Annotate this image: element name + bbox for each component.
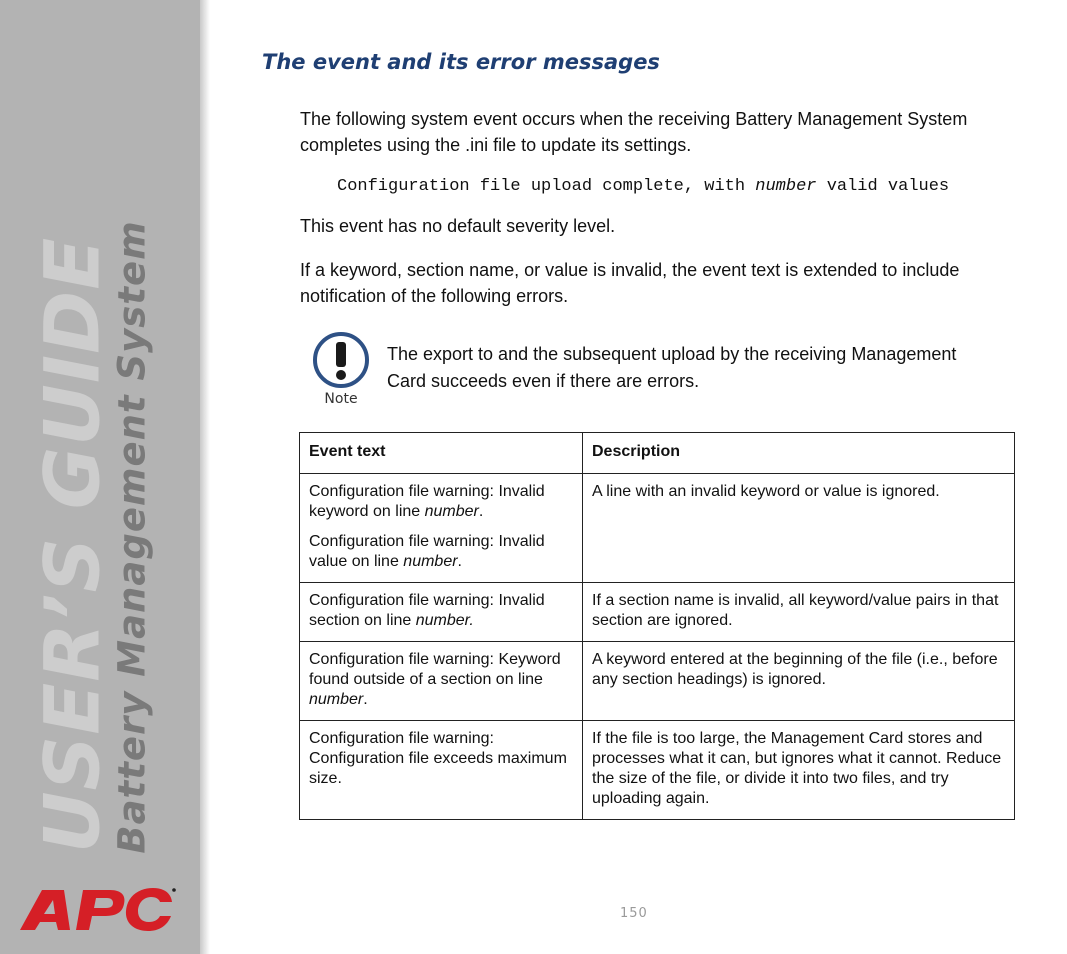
- event-text-variable: number: [424, 503, 479, 520]
- event-text-variable: number: [309, 691, 364, 708]
- table-row: [300, 642, 1015, 721]
- code-before: Configuration file upload complete, with: [337, 177, 756, 196]
- event-text-main: Configuration file warning: Keyword found outside of a section on line: [309, 651, 561, 688]
- note-label: Note: [324, 391, 358, 406]
- note-icon: [310, 330, 372, 406]
- event-text: [309, 729, 573, 789]
- event-code: [337, 177, 949, 196]
- event-text: [309, 532, 573, 572]
- invalid-intro-paragraph: If a keyword, section name, or value is invalid, the event text is extended to include notification of the following errors.: [300, 260, 960, 306]
- event-text-tail: .: [478, 503, 484, 520]
- event-text-variable: number: [403, 553, 458, 570]
- event-text-tail: .: [363, 691, 368, 708]
- severity-paragraph: This event has no default severity level.: [300, 216, 616, 236]
- event-cell: [300, 583, 583, 642]
- code-after: valid values: [816, 177, 950, 196]
- header-event-text: Event text: [300, 433, 583, 474]
- event-cell: [300, 474, 583, 583]
- event-cell: [300, 642, 583, 721]
- table-row: [300, 721, 1015, 820]
- description-cell: A keyword entered at the beginning of the file (i.e., before any section headings) is ignored.: [583, 642, 1015, 721]
- event-cell: [300, 721, 583, 820]
- table-header-row: [300, 433, 1015, 474]
- code-variable: number: [755, 177, 817, 196]
- description-cell: A line with an invalid keyword or value is ignored.: [583, 474, 1015, 583]
- event-text-tail: .: [457, 553, 462, 570]
- event-text-variable: number.: [415, 612, 474, 629]
- event-text: [309, 591, 573, 631]
- event-text: [309, 650, 573, 710]
- apc-logo: [18, 884, 178, 934]
- note-text: The export to and the subsequent upload by the receiving Management Card succeeds even if there are errors.: [387, 344, 957, 391]
- table-row: [300, 474, 1015, 583]
- event-text-main: Configuration file warning: Invalid section on line: [309, 592, 545, 629]
- event-text-main: Configuration file warning: Configuration file exceeds maximum size.: [309, 730, 567, 787]
- section-heading: The event and its error messages: [262, 50, 660, 74]
- header-description: Description: [583, 433, 1015, 474]
- description-cell: If the file is too large, the Management Card stores and processes what it can, but ignores what it cannot. Reduce the size of the file, or divide it into two files, and try uploading again.: [583, 721, 1015, 820]
- sidebar-shadow: [200, 0, 210, 954]
- table-row: [300, 583, 1015, 642]
- event-table: [299, 432, 1015, 820]
- product-name: Battery Management System: [110, 220, 154, 854]
- guide-title: USER’S GUIDE: [27, 236, 117, 854]
- event-text: [309, 482, 573, 522]
- intro-paragraph: The following system event occurs when the receiving Battery Management System completes using the .ini file to update its settings.: [300, 109, 968, 155]
- event-text-main: Configuration file warning: Invalid value on line: [309, 533, 545, 570]
- description-cell: If a section name is invalid, all keyword/value pairs in that section are ignored.: [583, 583, 1015, 642]
- page-number: 150: [620, 906, 648, 921]
- event-text-main: Configuration file warning: Invalid keyword on line: [309, 483, 545, 520]
